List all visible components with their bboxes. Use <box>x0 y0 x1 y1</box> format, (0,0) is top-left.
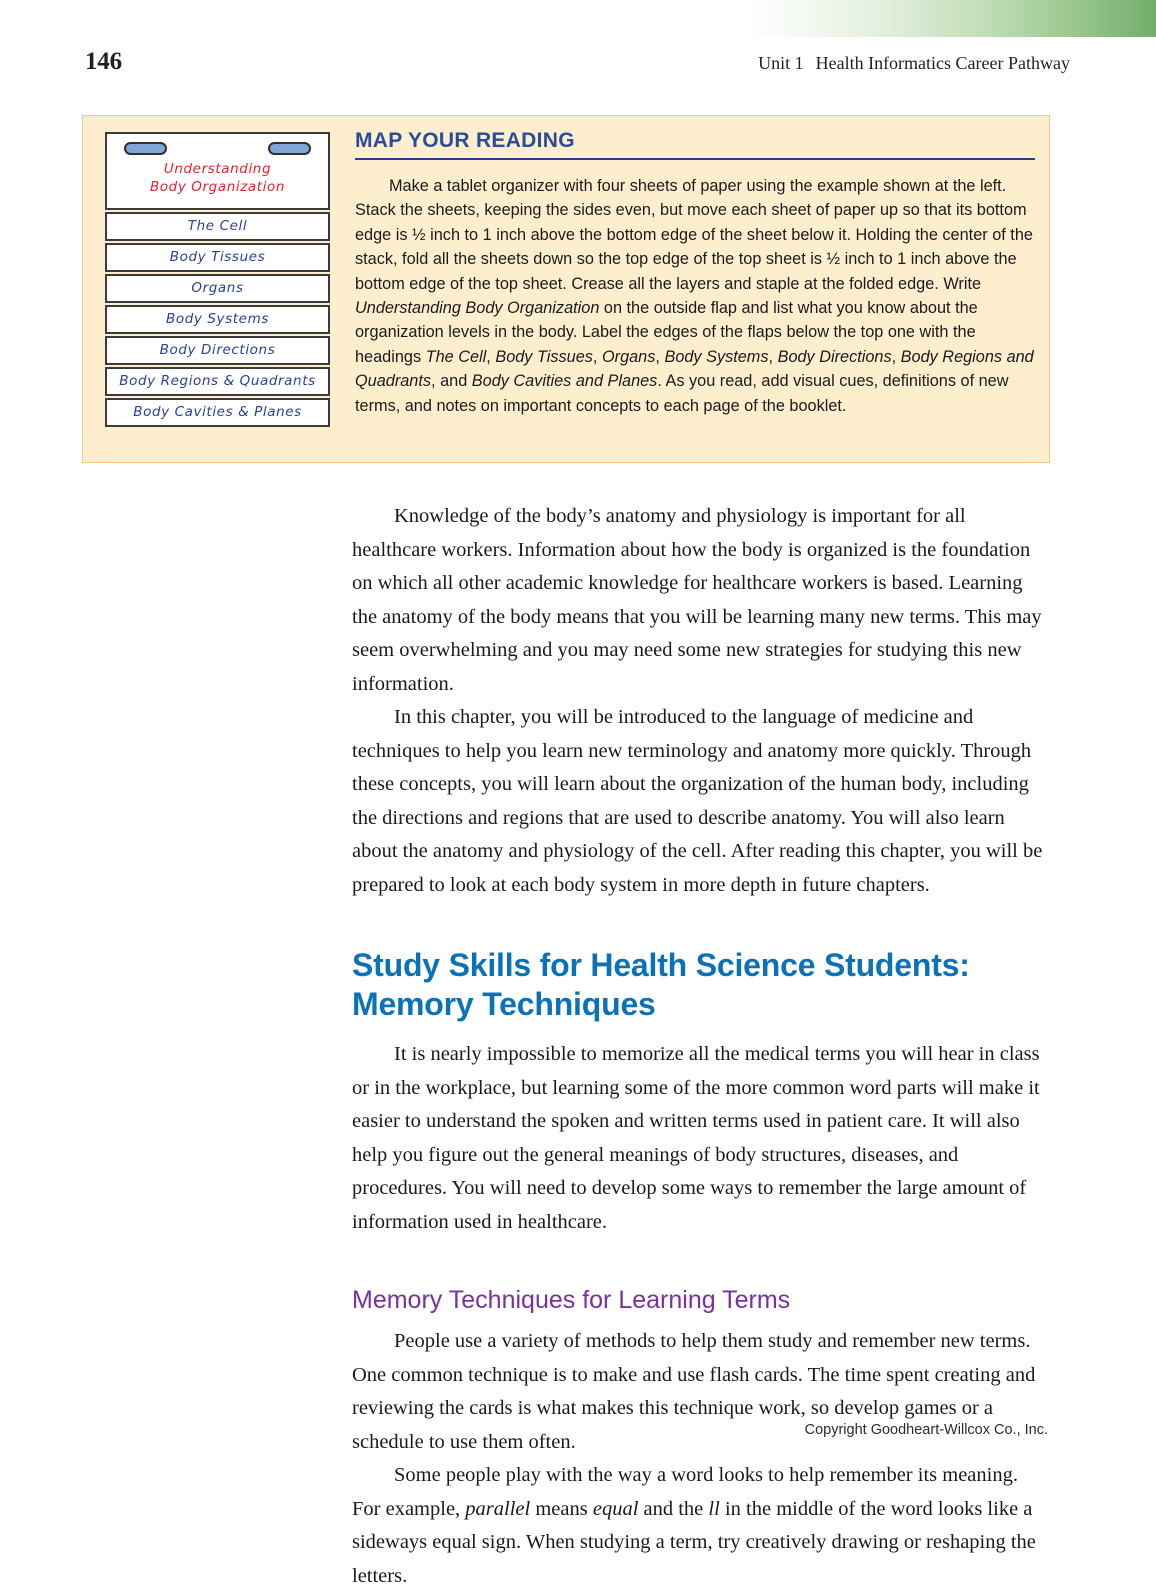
map-your-reading-box <box>82 115 1050 463</box>
running-head-title: Health Informatics Career Pathway <box>815 53 1070 73</box>
subsection-paragraph-2: Some people play with the way a word looks to help remember its meaning. For example, parallel means equal and the ll in the middle of the word looks like a sideways equal sign. When studying a term, try creatively drawing or reshaping the letters. <box>352 1464 1036 1587</box>
foldable-flap-body-systems: Body Systems <box>105 305 330 334</box>
subsection-heading-memory-techniques: Memory Techniques for Learning Terms <box>352 1286 791 1314</box>
feature-body-text: Make a tablet organizer with four sheets of paper using the example shown at the left. Stack the sheets, keeping the sides even, but move each sheet of paper up so that its bottom edge is ½ inch to 1 inch above the bottom edge of the sheet below it. Holding the center of the stack, fold all the sheets down so the top edge of the top sheet is ½ inch to 1 inch above the bottom edge of the top sheet. Crease all the layers and staple at the folded edge. Write Understanding Body Organization on the outside flap and list what you know about the organization levels in the body. Label the edges of the flaps below the top one with the headings The Cell, Body Tissues, Organs, Body Systems, Body Directions, Body Regions and Quadrants, and Body Cavities and Planes. As you read, add visual cues, definitions of new terms, and notes on important concepts to each page of the booklet. <box>355 177 1034 415</box>
foldable-flap-body-regions-quadrants: Body Regions & Quadrants <box>105 367 330 396</box>
foldable-flap-body-cavities-planes: Body Cavities & Planes <box>105 398 330 427</box>
foldable-cover-flap <box>105 132 330 210</box>
staple-icon-right <box>268 142 311 155</box>
feature-heading: MAP YOUR READING <box>355 129 575 152</box>
foldable-organizer-graphic <box>105 132 330 427</box>
intro-paragraph-2: In this chapter, you will be introduced to the language of medicine and techniques to help you learn new terminology and anatomy more quickly. Through these concepts, you will learn about the organization of the human body, including the directions and regions that are used to describe anatomy. You will also learn about the anatomy and physiology of the cell. After reading this chapter, you will be prepared to look at each body system in more depth in future chapters. <box>352 706 1043 896</box>
foldable-cover-line-1: Understanding <box>163 161 272 177</box>
page-header <box>85 44 1070 78</box>
running-head-unit: Unit 1 <box>758 53 804 73</box>
staple-icon-left <box>124 142 167 155</box>
intro-paragraph-1: Knowledge of the body’s anatomy and physiology is important for all healthcare workers. Information about how the body is organized is the foundation on which all other academic knowledge for healthcare workers is based. Learning the anatomy of the body means that you will be learning many new terms. This may seem overwhelming and you may need some new strategies for studying this new information. <box>352 505 1042 695</box>
section-heading-study-skills: Study Skills for Health Science Students: Memory Techniques <box>352 947 970 1022</box>
subsection-paragraph-1: People use a variety of methods to help them study and remember new terms. One common technique is to make and use flash cards. The time spent creating and reviewing the cards is what makes this technique work, so develop games or a schedule to use them often. <box>352 1330 1036 1453</box>
running-head <box>758 53 1070 74</box>
feature-text-column <box>355 129 1035 418</box>
foldable-flap-organs: Organs <box>105 274 330 303</box>
top-green-gradient-bar <box>745 0 1156 37</box>
page-number: 146 <box>85 48 122 75</box>
footer-copyright: Copyright Goodheart-Willcox Co., Inc. <box>804 1422 1048 1438</box>
foldable-flap-the-cell: The Cell <box>105 212 330 241</box>
foldable-cover-line-2: Body Organization <box>149 179 286 195</box>
foldable-flap-body-tissues: Body Tissues <box>105 243 330 272</box>
foldable-flap-body-directions: Body Directions <box>105 336 330 365</box>
feature-heading-rule <box>355 158 1035 160</box>
section-paragraph: It is nearly impossible to memorize all the medical terms you will hear in class or in the workplace, but learning some of the more common word parts will make it easier to understand the spoken and written terms used in patient care. It will also help you figure out the general meanings of body structures, diseases, and procedures. You will need to develop some ways to remember the large amount of information used in healthcare. <box>352 1043 1040 1233</box>
